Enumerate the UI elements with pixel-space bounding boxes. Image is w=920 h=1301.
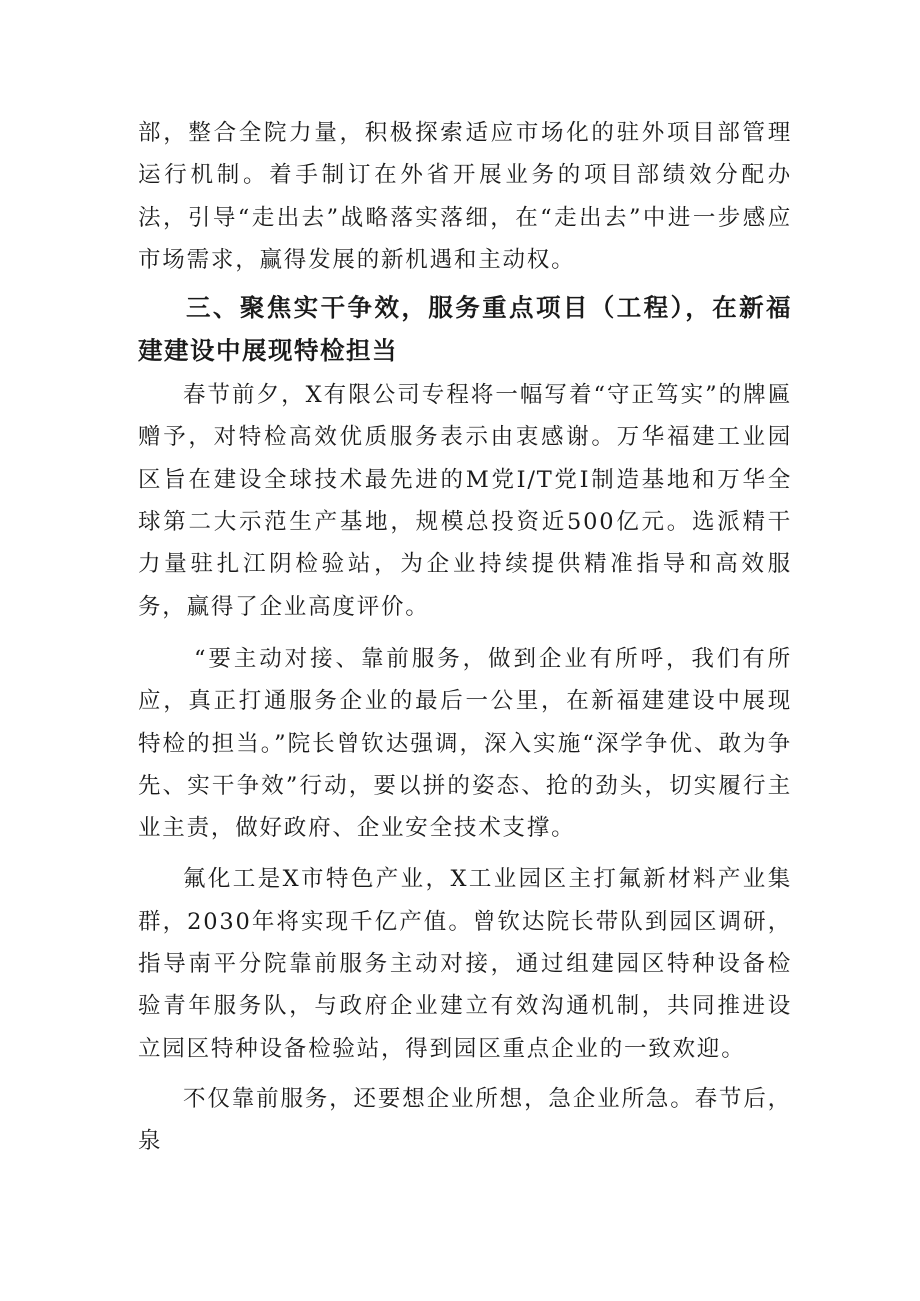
- paragraph-closing: 不仅靠前服务，还要想企业所想，急企业所急。春节后，泉: [138, 1085, 792, 1155]
- paragraph-fluorochemical: 氟化工是X市特色产业，X工业园区主打氟新材料产业集群，2030年将实现千亿产值。曾钦达院长带队到园区调研，指导南平分院靠前服务主动对接，通过组建园区特种设备检验青年服务队，与政府企业建立有效沟通机制，共同推进设立园区特种设备检验站，得到园区重点企业的一致欢迎。: [138, 866, 792, 1062]
- section-heading: 三、聚焦实干争效，服务重点项目（工程），在新福建建设中展现特检担当: [138, 293, 792, 366]
- paragraph-spring-festival: 春节前夕，X有限公司专程将一幅写着“守正笃实”的牌匾赠予，对特检高效优质服务表示由衷感谢。万华福建工业园区旨在建设全球技术最先进的M党I/T党I制造基地和万华全球第二大示范生产基地，规模总投资近500亿元。选派精干力量驻扎江阴检验站，为企业持续提供精准指导和高效服务，赢得了企业高度评价。: [138, 382, 792, 620]
- paragraph-continuation: 部，整合全院力量，积极探索适应市场化的驻外项目部管理运行机制。着手制订在外省开展业务的项目部绩效分配办法，引导“走出去”战略落实落细，在“走出去”中进一步感应市场需求，赢得发展的新机遇和主动权。: [138, 120, 792, 273]
- paragraph-quote: “要主动对接、靠前服务，做到企业有所呼，我们有所应，真正打通服务企业的最后一公里，在新福建建设中展现特检的担当。”院长曾钦达强调，深入实施“深学争优、敢为争先、实干争效”行动，要以拼的姿态、抢的劲头，切实履行主业主责，做好政府、企业安全技术支撑。: [138, 645, 792, 842]
- document-body: [138, 112, 792, 1163]
